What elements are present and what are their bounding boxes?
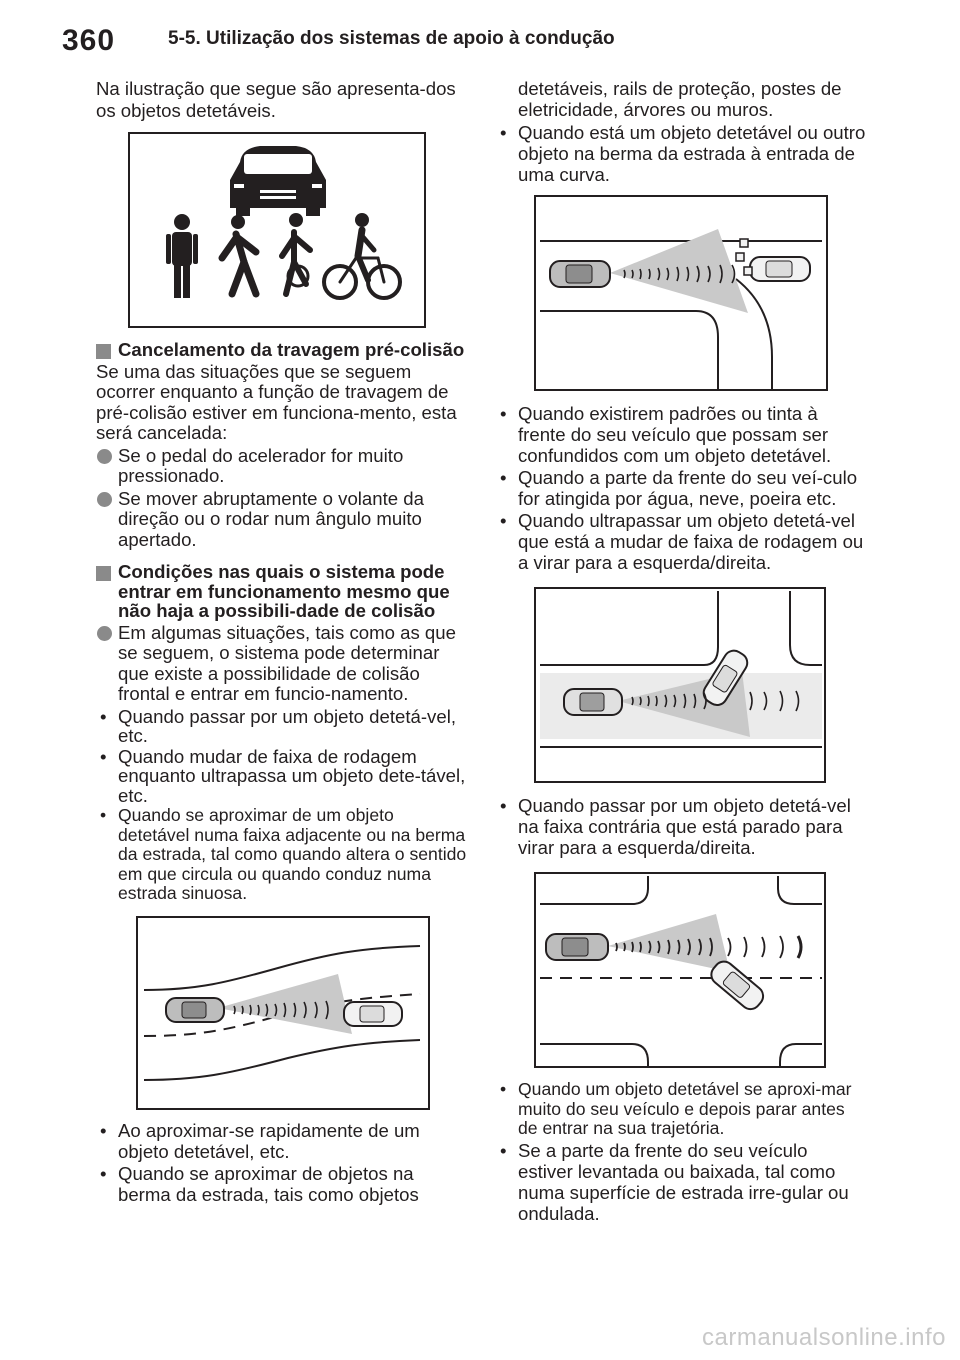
own-car-icon <box>166 998 224 1022</box>
list-item: • Quando passar por um objeto detetá-vel na faixa contrária que está parado para virar para a esquerda/direita. <box>496 795 866 858</box>
bullet-circle-icon <box>97 626 112 641</box>
list-item: • Quando um objeto detetável se aproxi-mar muito do seu veículo e depois parar antes de entrar na sua trajetória. <box>496 1080 866 1139</box>
list-item: • Quando se aproximar de um objeto detetável numa faixa adjacente ou na berma da estrada, tal como quando altera o sentido em que circula ou quando conduz numa estrada sinuosa. <box>96 806 468 904</box>
own-car-icon <box>546 934 608 960</box>
heading-pre-collision-cancel: Cancelamento da travagem pré-colisão <box>96 340 468 360</box>
detectable-objects-illustration <box>130 134 424 326</box>
person-with-bicycle-icon <box>282 213 310 294</box>
oncoming-car-icon <box>707 958 767 1014</box>
right-column <box>496 78 866 1225</box>
car-front-icon <box>230 146 326 216</box>
curve-entrance-illustration <box>536 197 826 389</box>
list-item: • Quando existirem padrões ou tinta à frente do seu veículo que possam ser confundidos com um objeto detetável. <box>496 403 866 466</box>
list-item: Se mover abruptamente o volante da direção ou o rodar num ângulo muito apertado. <box>96 489 468 551</box>
intro-text: Na ilustração que segue são apresenta-dos os objetos detetáveis. <box>96 78 456 121</box>
continued-text: detetáveis, rails de proteção, postes de eletricidade, árvores ou muros. <box>518 78 842 121</box>
oncoming-stopped-illustration <box>536 874 824 1066</box>
figure-oncoming-stopped <box>534 872 826 1068</box>
overtaking-turning-illustration <box>536 589 824 781</box>
own-car-icon <box>550 261 610 287</box>
pedestrian-standing-icon <box>166 214 198 298</box>
section-marker-icon <box>96 344 111 359</box>
section-title: 5-5. Utilização dos sistemas de apoio à condução <box>168 28 615 49</box>
own-car-icon <box>564 689 622 715</box>
bullet-circle-icon <box>97 449 112 464</box>
page-number: 360 <box>62 24 116 57</box>
cyclist-icon <box>324 213 400 298</box>
list-item: • Quando está um objeto detetável ou outro objeto na berma da estrada à entrada de uma curva. <box>496 122 866 185</box>
cancel-body-text: Se uma das situações que se seguem ocorrer enquanto a função de travagem de pré-colisão estiver em funciona-mento, esta será cancelada: <box>96 360 457 443</box>
section-marker-icon <box>96 566 111 581</box>
figure-detectable-objects <box>128 132 426 328</box>
target-car-icon <box>344 1002 402 1026</box>
winding-road-illustration <box>138 918 428 1108</box>
list-item: Em algumas situações, tais como as que se seguem, o sistema pode determinar que existe a possibilidade de colisão frontal e entrar em funcio-namento. <box>96 623 468 705</box>
list-item: • Se a parte da frente do seu veículo estiver levantada ou baixada, tal como numa superfície de estrada irre-gular ou ondulada. <box>496 1140 866 1224</box>
list-item: Se o pedal do acelerador for muito pressionado. <box>96 446 468 487</box>
target-car-icon <box>750 257 810 281</box>
list-item: • Quando se aproximar de objetos na berma da estrada, tais como objetos <box>96 1163 468 1205</box>
list-item: • Quando a parte da frente do seu veí-culo for atingida por água, neve, poeira etc. <box>496 467 866 509</box>
list-item: • Quando ultrapassar um objeto detetá-vel que está a mudar de faixa de rodagem ou a virar para a esquerda/direita. <box>496 510 866 573</box>
pedestrian-walking-icon <box>222 215 256 294</box>
list-item: • Quando mudar de faixa de rodagem enquanto ultrapassa um objeto dete-tável, etc. <box>96 747 468 806</box>
watermark: carmanualsonline.info <box>702 1324 946 1351</box>
left-column <box>96 78 468 1206</box>
bullet-circle-icon <box>97 492 112 507</box>
figure-curve-entrance <box>534 195 828 391</box>
list-item: • Ao aproximar-se rapidamente de um objeto detetável, etc. <box>96 1120 468 1162</box>
figure-winding-road <box>136 916 430 1110</box>
roadside-object-icon <box>736 239 752 275</box>
list-item: • Quando passar por um objeto detetá-vel, etc. <box>96 707 468 746</box>
heading-false-activation-conditions: Condições nas quais o sistema pode entrar em funcionamento mesmo que não haja a possibili-dade de colisão <box>96 562 468 621</box>
figure-overtaking-turning <box>534 587 826 783</box>
